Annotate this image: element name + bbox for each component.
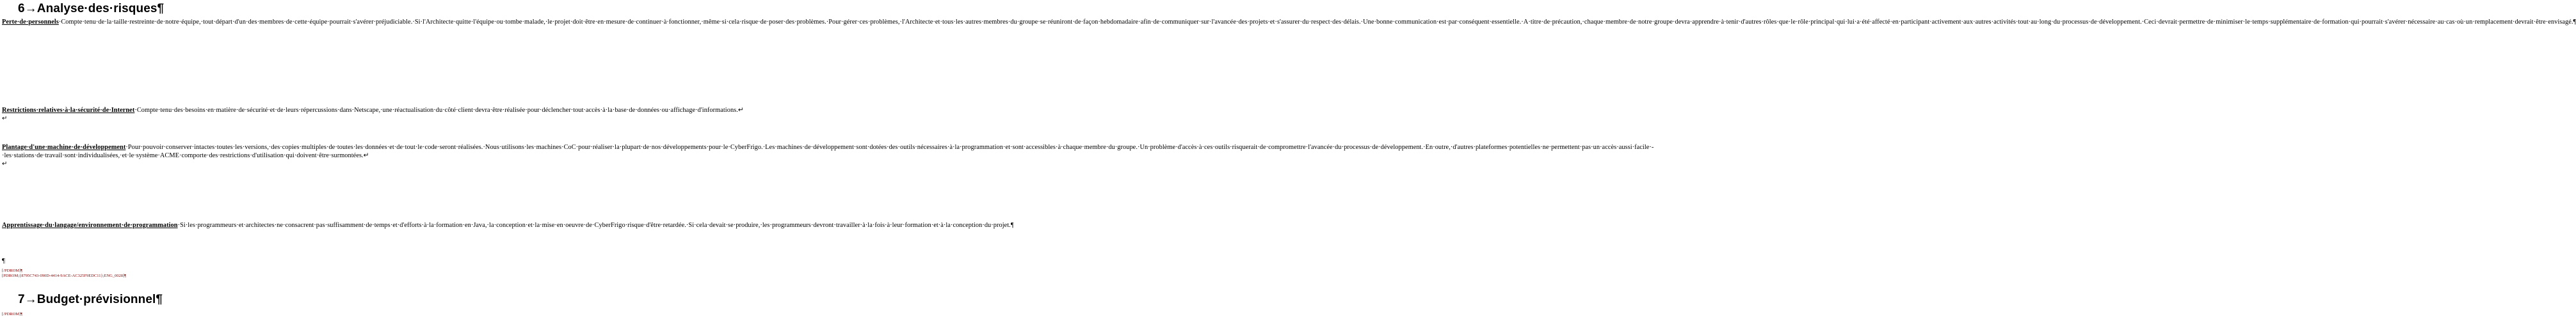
tab-arrow: → xyxy=(24,293,37,306)
tab-arrow: → xyxy=(24,2,37,15)
section-title: Budget·prévisionnel xyxy=(36,293,156,306)
pdrom-open-tag: [PDROM;{8795C743-090D-4414-9ACE-AC325F9EDC11};ENG_0028]¶ xyxy=(2,274,127,278)
section-number: 7 xyxy=(18,293,25,306)
pilcrow-mark: ¶ xyxy=(156,293,163,306)
empty-paragraph-mark: ¶ xyxy=(2,257,5,265)
pilcrow-mark: ¶ xyxy=(157,2,165,15)
paragraph-heading: Restrictions·relatives·à·la·sécurité·de·Internet xyxy=(2,107,135,114)
paragraph-text: ·Si·les·programmeurs·et·architectes·ne·consacrent·pas·suffisamment·de·temps·et·d'efforts·à·la·formation·en·Java,·la·conception·et·la·mise·en·oeuvre·de·CyberFrigo·risque·d'être·retardée.·Si·cela·devait·se·produire,·les·programmeurs·devront·travailler·à·la·fois·à·leur·formation·et·à·la·conception·du·projet.¶ xyxy=(177,222,1014,229)
line-break-mark: ↵ xyxy=(2,160,8,168)
pdrom-close-tag: [/PDROM]¶ xyxy=(2,312,23,316)
section-number: 6 xyxy=(18,2,25,15)
paragraph-heading: Perte·de·personnels xyxy=(2,19,59,26)
paragraph-text: ·Compte·tenu·des·besoins·en·matière·de·sécurité·et·de·leurs·répercussions·dans·Netscape,·une·réactualisation·du·côté·client·devra·être·réalisée·pour·déclencher·tout·accès·à·la·base·de·données·ou·affichage·d'informations.↵ xyxy=(134,107,744,114)
paragraph-staff-loss xyxy=(2,18,2576,26)
paragraph-heading: Plantage·d'une·machine·de·développement xyxy=(2,144,126,151)
paragraph-machine-crash xyxy=(2,143,1654,168)
section-heading-7 xyxy=(18,292,163,307)
section-title: Analyse·des·risques xyxy=(36,2,157,15)
section-heading-6 xyxy=(18,1,164,17)
paragraph-heading: Apprentissage·du·langage/environnement·de·programmation xyxy=(2,222,178,229)
paragraph-internet-security xyxy=(2,106,744,123)
paragraph-language-learning xyxy=(2,221,1014,230)
paragraph-text: ·Pour·pouvoir·conserver·intactes·toutes·les·versions,·des·copies·multiples·de·toutes·les·données·et·de·tout·le·code·seront·réalisées.·Nous·utilisons·les·machines·CoC·pour·réaliser·la·plupart·de·nos·développements·pour·le·CyberFrigo.·Les·machines·de·développement·sont·dotées·des·outils·nécessaires·à·la·programmation·et·sont·accessibles·à·chaque·membre·du·groupe.·Un·problème·d'accès·à·ces·outils·risquerait·de·compromettre·l'avancée·du·processus·de·développement.·En·outre,·d'autres·plateformes·potentielles·ne·permettent·pas·un·accès·aussi·facile·-·les·stations·de·travail·sont·individualisées,·et·le·système·ACME·comporte·des·restrictions·d'utilisation·qui·doivent·être·surmontées.↵ xyxy=(2,144,1654,160)
paragraph-text: ·Compte·tenu·de·la·taille·restreinte·de·notre·équipe,·tout·départ·d'un·des·membres·de·cette·équipe·pourrait·s'avérer·préjudiciable.·Si·l'Architecte·quitte·l'équipe·ou·tombe·malade,·le·projet·doit·être·en·mesure·de·continuer·à·fonctionner,·même·si·cela·risque·de·poser·des·problèmes.·Pour·gérer·ces·problèmes,·l'Architecte·et·tous·les·autres·membres·du·groupe·se·réuniront·de·façon·hebdomadaire·afin·de·communiquer·sur·l'avancée·des·projets·et·s'assurer·du·respect·des·délais.·Une·bonne·communication·est·par·conséquent·essentielle.·A·titre·de·précaution,·chaque·membre·de·notre·groupe·devra·apprendre·à·tenir·d'autres·rôles·que·le·rôle·principal·qui·lui·a·été·affecté·en·participant·activement·aux·autres·activités·tout·au·long·du·processus·de·développement.·Ceci·devrait·permettre·de·minimiser·le·temps·supplémentaire·de·formation·qui·pourrait·s'avérer·nécessaire·au·cas·où·un·remplacement·devrait·être·envisagé.¶ xyxy=(58,19,2576,26)
pdrom-close-tag: [/PDROM]¶ xyxy=(2,268,23,273)
line-break-mark: ↵ xyxy=(2,115,8,123)
